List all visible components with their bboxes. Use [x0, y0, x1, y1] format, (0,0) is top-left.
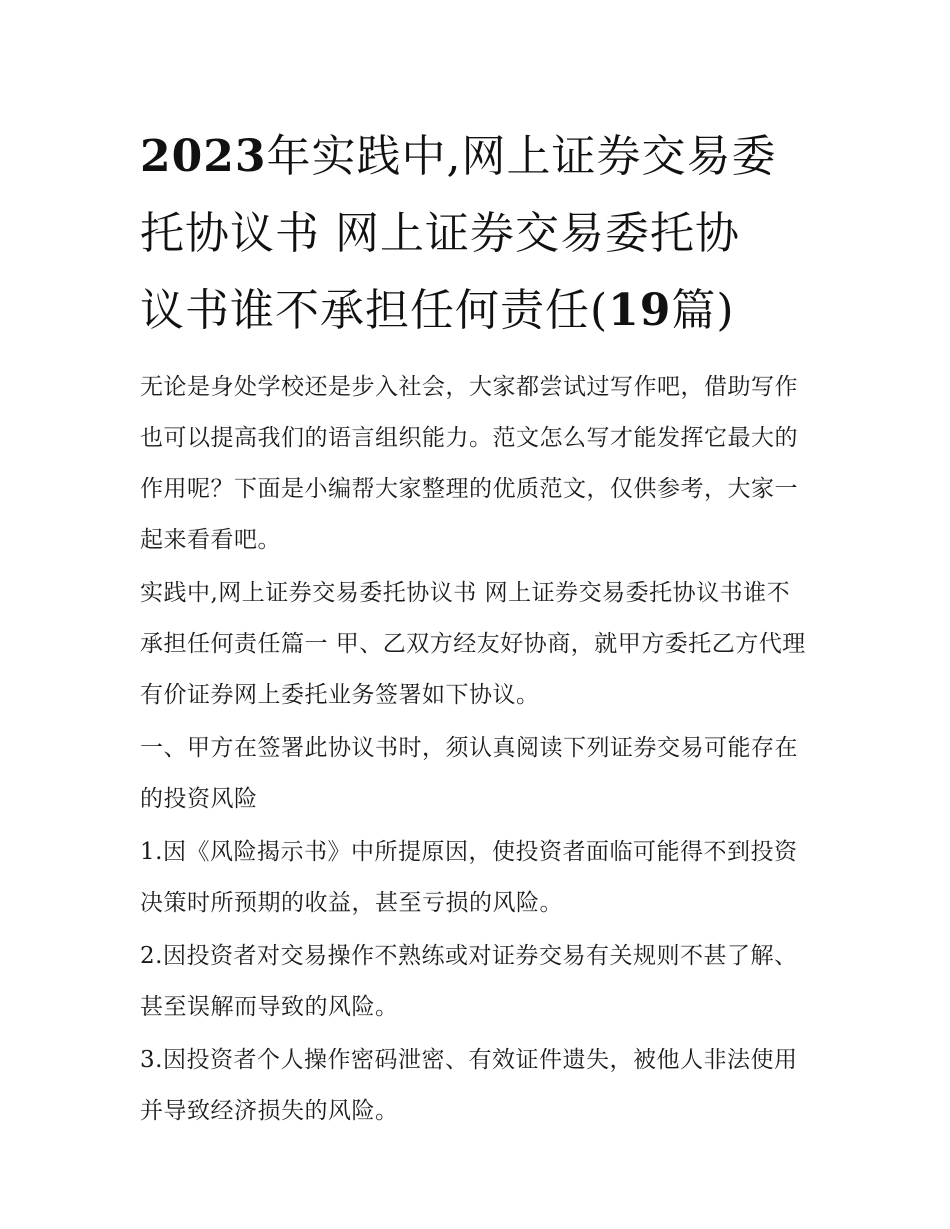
section-heading-paragraph: 一、甲方在签署此协议书时，须认真阅读下列证券交易可能存在的投资风险 — [140, 735, 798, 812]
body-paragraph: 实践中,网上证券交易委托协议书 网上证券交易委托协议书谁不承担任何责任篇一 甲、乙双方经友好协商，就甲方委托乙方代理有价证券网上委托业务签署如下协议。 — [140, 580, 806, 708]
title-line: 托协议书 网上证券交易委托协 — [140, 208, 740, 259]
document-body — [140, 118, 812, 1137]
title-line: 2023年实践中,网上证券交易委 — [140, 131, 777, 182]
document-title — [140, 118, 812, 349]
intro-paragraph: 无论是身处学校还是步入社会，大家都尝试过写作吧，借助写作也可以提高我们的语言组织能力。范文怎么写才能发挥它最大的作用呢？下面是小编帮大家整理的优质范文，仅供参考，大家一起来看看吧。 — [140, 374, 798, 553]
risk-item-2: 2.因投资者对交易操作不熟练或对证券交易有关规则不甚了解、甚至误解而导致的风险。 — [140, 943, 798, 1020]
title-line: 议书谁不承担任何责任(19篇) — [140, 285, 735, 336]
risk-item-1: 1.因《风险揭示书》中所提原因，使投资者面临可能得不到投资决策时所预期的收益，甚至亏损的风险。 — [140, 839, 798, 916]
risk-item-3: 3.因投资者个人操作密码泄密、有效证件遗失，被他人非法使用并导致经济损失的风险。 — [140, 1047, 798, 1124]
